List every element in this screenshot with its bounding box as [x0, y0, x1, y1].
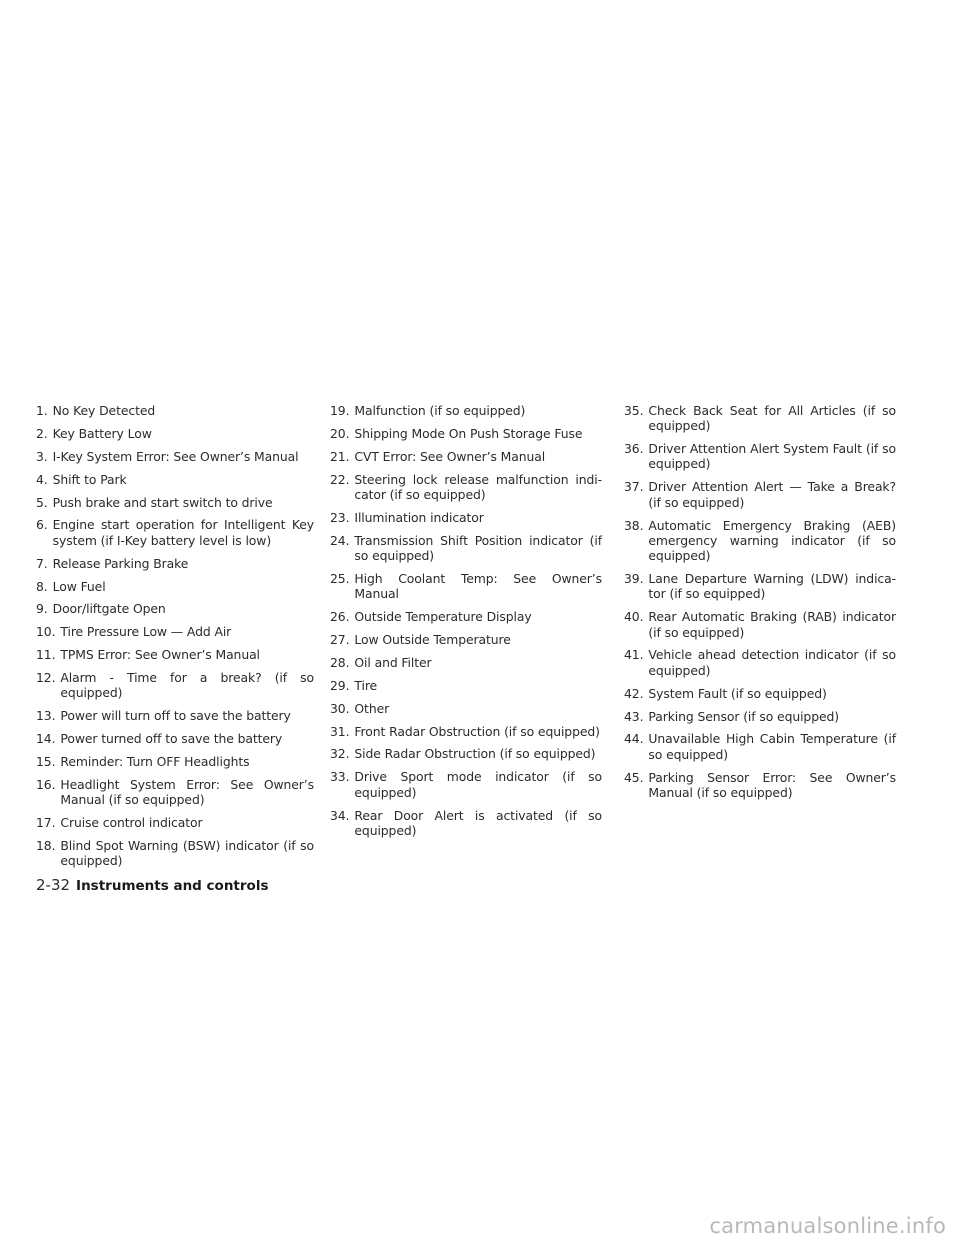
legend-item-text: Push brake and start switch to drive: [52, 494, 273, 510]
legend-item: [330, 701, 602, 716]
legend-item-text: Low Fuel: [52, 578, 106, 594]
legend-item: [330, 655, 602, 670]
legend-item-number: 32.: [330, 746, 350, 762]
legend-item-text: Alarm - Time for a break? (if so equipped): [60, 670, 314, 701]
legend-item-text: Reminder: Turn OFF Headlights: [60, 754, 250, 770]
legend-item: [36, 708, 314, 723]
legend-item-number: 45.: [624, 769, 644, 785]
legend-item: [36, 777, 314, 808]
legend-item: [36, 601, 314, 616]
legend-item-text: No Key Detected: [52, 403, 156, 418]
legend-item-number: 43.: [624, 708, 644, 724]
legend-item-number: 18.: [36, 838, 56, 854]
legend-item-number: 14.: [36, 731, 56, 747]
legend-item: [330, 632, 602, 647]
legend-item: [36, 838, 314, 869]
legend-item-number: 11.: [36, 647, 56, 663]
legend-item-number: 44.: [624, 731, 644, 747]
legend-item: [330, 533, 602, 564]
legend-item: [330, 769, 602, 800]
legend-item-number: 23.: [330, 509, 350, 525]
legend-item-text: Tire: [354, 677, 378, 693]
legend-item-number: 7.: [36, 555, 48, 571]
legend-item-text: Door/liftgate Open: [52, 601, 166, 617]
legend-item-text: Shipping Mode On Push Storage Fuse: [354, 425, 583, 441]
legend-item: [36, 815, 314, 830]
legend-item-text: Unavailable High Cabin Temperature (if so equipped): [648, 731, 896, 762]
legend-item-number: 42.: [624, 685, 644, 701]
legend-item: [624, 647, 896, 678]
legend-item-number: 2.: [36, 425, 48, 441]
legend-item-number: 10.: [36, 624, 56, 640]
legend-item: [624, 403, 896, 434]
legend-item-number: 29.: [330, 677, 350, 693]
legend-item-text: Driver Attention Alert System Fault (if so equipped): [648, 441, 896, 472]
legend-item: [330, 449, 602, 464]
legend-item: [330, 426, 602, 441]
watermark-link[interactable]: carmanualsonline.info: [709, 1214, 946, 1238]
legend-item: [36, 624, 314, 639]
legend-item-text: Outside Temperature Display: [354, 609, 532, 625]
legend-item: [36, 556, 314, 571]
page-footer: [36, 876, 268, 894]
legend-item-number: 21.: [330, 448, 350, 464]
legend-item-number: 20.: [330, 425, 350, 441]
legend-item-text: Front Radar Obstruction (if so equipped): [354, 723, 600, 739]
legend-item: [624, 731, 896, 762]
legend-item-text: Rear Door Alert is activated (if so equipped): [354, 807, 602, 838]
legend-item-number: 37.: [624, 479, 644, 495]
legend-item-number: 24.: [330, 532, 350, 548]
legend-item-text: Automatic Emergency Braking (AEB) emergency warning indicator (if so equipped): [648, 517, 896, 564]
legend-item-number: 4.: [36, 471, 48, 487]
legend-item-number: 39.: [624, 571, 644, 587]
legend-item-text: High Coolant Temp: See Owner’s Manual: [354, 570, 602, 602]
legend-item: [330, 403, 602, 418]
legend-item-number: 27.: [330, 632, 350, 648]
legend-item: [36, 579, 314, 594]
legend-item-text: Headlight System Error: See Owner’s Manual (if so equipped): [60, 776, 314, 808]
legend-column-3: [624, 403, 896, 808]
legend-item: [36, 495, 314, 510]
legend-item: [36, 517, 314, 548]
legend-item-text: Blind Spot Warning (BSW) indicator (if so equipped): [60, 838, 314, 869]
legend-item-text: I-Key System Error: See Owner’s Manual: [52, 448, 299, 464]
legend-item: [36, 426, 314, 441]
legend-item: [624, 686, 896, 701]
legend-item: [624, 709, 896, 724]
legend-item-text: Check Back Seat for All Articles (if so equipped): [648, 403, 896, 434]
legend-item-text: System Fault (if so equipped): [648, 685, 827, 701]
legend-item: [330, 746, 602, 761]
legend-item-number: 26.: [330, 609, 350, 625]
legend-item-number: 8.: [36, 578, 48, 594]
legend-item: [36, 472, 314, 487]
legend-item-number: 19.: [330, 403, 350, 418]
legend-item-text: Transmission Shift Position indicator (if so equipped): [354, 532, 602, 564]
legend-column-1: [36, 403, 314, 876]
legend-item: [330, 571, 602, 602]
legend-item: [36, 670, 314, 701]
legend-item: [330, 609, 602, 624]
legend-item-text: Steering lock release malfunction indi- cator (if so equipped): [354, 471, 602, 502]
legend-item-number: 31.: [330, 723, 350, 739]
legend-item: [36, 647, 314, 662]
legend-item-text: Power turned off to save the battery: [60, 731, 283, 747]
legend-item-text: Illumination indicator: [354, 509, 484, 525]
legend-item-number: 35.: [624, 403, 644, 418]
legend-item-number: 16.: [36, 776, 56, 792]
legend-item: [36, 754, 314, 769]
legend-item-text: Vehicle ahead detection indicator (if so equipped): [648, 647, 896, 678]
legend-item-text: Rear Automatic Braking (RAB) indicator (if so equipped): [648, 609, 896, 640]
legend-item-number: 28.: [330, 654, 350, 670]
legend-item-number: 41.: [624, 647, 644, 663]
legend-item-number: 40.: [624, 609, 644, 625]
legend-item: [624, 479, 896, 510]
section-title: Instruments and controls: [76, 878, 269, 894]
legend-item-text: Release Parking Brake: [52, 555, 189, 571]
legend-item-number: 15.: [36, 754, 56, 770]
legend-item-text: Power will turn off to save the battery: [60, 708, 291, 724]
legend-column-2: [330, 403, 602, 846]
legend-item-text: Shift to Park: [52, 471, 127, 487]
legend-item-number: 34.: [330, 807, 350, 823]
legend-item-number: 38.: [624, 517, 644, 533]
legend-item: [36, 449, 314, 464]
legend-item: [36, 403, 314, 418]
legend-item-number: 33.: [330, 769, 350, 785]
legend-item-number: 5.: [36, 494, 48, 510]
legend-item: [330, 510, 602, 525]
legend-item-number: 25.: [330, 570, 350, 586]
legend-item-number: 13.: [36, 708, 56, 724]
legend-item: [624, 441, 896, 472]
legend-item-text: Side Radar Obstruction (if so equipped): [354, 746, 596, 762]
legend-item-text: Driver Attention Alert — Take a Break? (if so equipped): [648, 479, 896, 510]
legend-item-text: Lane Departure Warning (LDW) indica- tor (if so equipped): [648, 571, 896, 602]
legend-item: [330, 808, 602, 839]
legend-item-text: Parking Sensor (if so equipped): [648, 708, 839, 724]
legend-item-number: 6.: [36, 517, 48, 533]
legend-item: [624, 609, 896, 640]
legend-item-text: Tire Pressure Low — Add Air: [60, 624, 232, 640]
legend-item-text: Low Outside Temperature: [354, 632, 511, 648]
legend-item-text: CVT Error: See Owner’s Manual: [354, 448, 546, 464]
legend-item-text: Drive Sport mode indicator (if so equipped): [354, 769, 602, 800]
legend-item-number: 9.: [36, 601, 48, 617]
legend-item-number: 30.: [330, 700, 350, 716]
legend-item-text: Cruise control indicator: [60, 815, 203, 831]
legend-item: [330, 472, 602, 503]
legend-item: [36, 731, 314, 746]
legend-item: [624, 770, 896, 801]
legend-item-number: 22.: [330, 471, 350, 487]
legend-item: [330, 678, 602, 693]
legend-item-number: 1.: [36, 403, 48, 418]
legend-item-number: 17.: [36, 815, 56, 831]
legend-item: [624, 571, 896, 602]
legend-item-text: Key Battery Low: [52, 425, 152, 441]
legend-item-number: 12.: [36, 670, 56, 686]
page-number: 2-32: [36, 876, 71, 894]
legend-item-number: 3.: [36, 448, 48, 464]
legend-item-text: Other: [354, 700, 390, 716]
legend-item-text: Parking Sensor Error: See Owner’s Manual (if so equipped): [648, 769, 896, 800]
legend-item: [330, 724, 602, 739]
legend-item-text: Malfunction (if so equipped): [354, 403, 526, 418]
legend-item-text: TPMS Error: See Owner’s Manual: [60, 647, 260, 663]
legend-item-number: 36.: [624, 441, 644, 457]
legend-item: [624, 518, 896, 564]
legend-item-text: Oil and Filter: [354, 654, 432, 670]
legend-item-text: Engine start operation for Intelligent Key system (if I-Key battery level is low): [52, 517, 314, 548]
